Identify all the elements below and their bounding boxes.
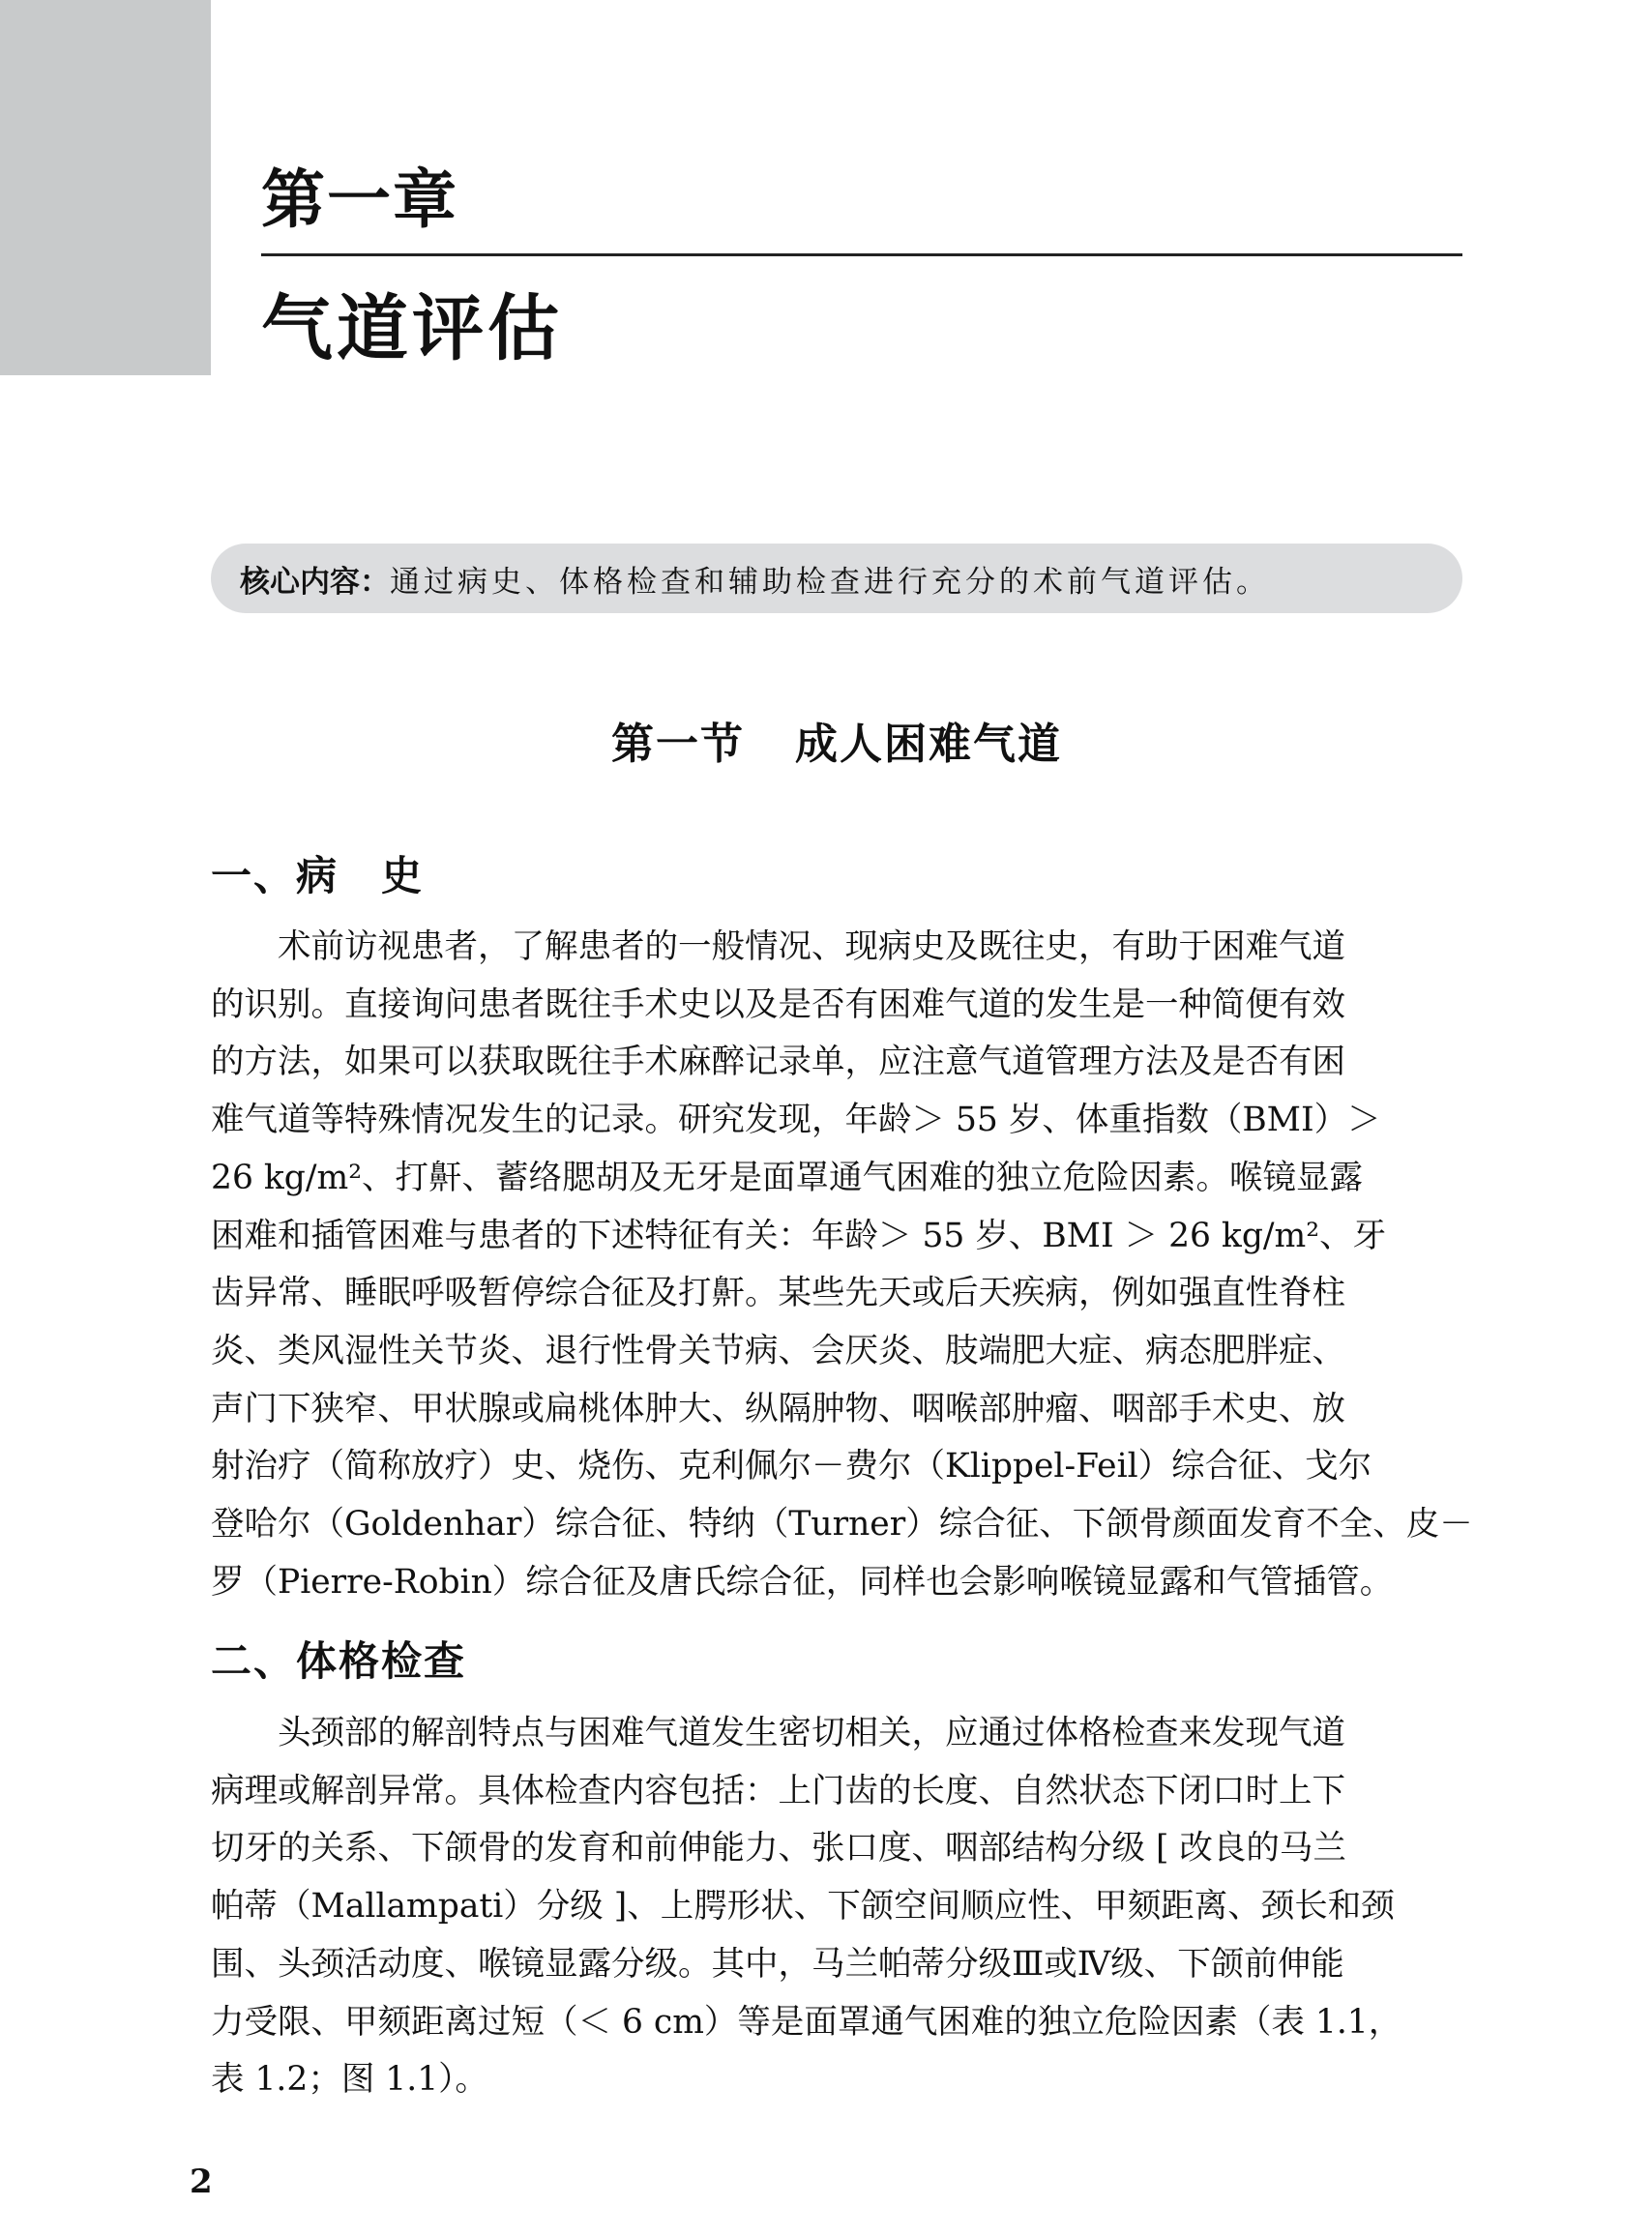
text-line: 头颈部的解剖特点与困难气道发生密切相关，应通过体格检查来发现气道 <box>211 1714 1345 1752</box>
text-line: 切牙的关系、下颌骨的发育和前伸能力、张口度、咽部结构分级 [ 改良的马兰 <box>211 1829 1346 1868</box>
corner-decoration <box>0 0 211 375</box>
text-line: 射治疗（简称放疗）史、烧伤、克利佩尔－费尔（Klippel-Feil）综合征、戈尔 <box>211 1447 1372 1486</box>
chapter-divider <box>261 253 1462 256</box>
subsection-heading-history: 一、病 史 <box>211 852 425 899</box>
text-line: 病理或解剖异常。具体检查内容包括：上门齿的长度、自然状态下闭口时上下 <box>211 1771 1345 1810</box>
text-line: 围、头颈活动度、喉镜显露分级。其中，马兰帕蒂分级Ⅲ或Ⅳ级、下颌前伸能 <box>211 1944 1344 1984</box>
paragraph-physical-exam <box>211 1705 1462 2109</box>
text-line: 帕蒂（Mallampati）分级 ]、上腭形状、下颌空间顺应性、甲颏距离、颈长和颈 <box>211 1887 1395 1927</box>
text-line: 表 1.2；图 1.1）。 <box>211 2060 488 2100</box>
text-line: 26 kg/m²、打鼾、蓄络腮胡及无牙是面罩通气困难的独立危险因素。喉镜显露 <box>211 1158 1364 1197</box>
chapter-number: 第一章 <box>261 162 458 237</box>
text-line: 力受限、甲颏距离过短（＜ 6 cm）等是面罩通气困难的独立危险因素（表 1.1， <box>211 2002 1402 2042</box>
text-line: 登哈尔（Goldenhar）综合征、特纳（Turner）综合征、下颌骨颜面发育不全、皮－ <box>211 1505 1473 1545</box>
section-name: 成人困难气道 <box>795 720 1062 769</box>
core-content-label: 核心内容： <box>240 564 390 600</box>
text-line: 罗（Pierre-Robin）综合征及唐氏综合征，同样也会影响喉镜显露和气管插管。 <box>211 1562 1394 1602</box>
text-line: 困难和插管困难与患者的下述特征有关：年龄＞ 55 岁、BMI ＞ 26 kg/m²、牙 <box>211 1216 1387 1255</box>
core-content-text: 通过病史、体格检查和辅助检查进行充分的术前气道评估。 <box>390 564 1270 600</box>
section-title <box>211 716 1462 774</box>
core-content-box <box>211 544 1462 613</box>
text-line: 的方法，如果可以获取既往手术麻醉记录单，应注意气道管理方法及是否有困 <box>211 1043 1345 1082</box>
chapter-title: 气道评估 <box>261 287 563 370</box>
page-number: 2 <box>190 2162 213 2201</box>
text-line: 齿异常、睡眠呼吸暂停综合征及打鼾。某些先天或后天疾病，例如强直性脊柱 <box>211 1274 1345 1313</box>
text-line: 炎、类风湿性关节炎、退行性骨关节病、会厌炎、肢端肥大症、病态肥胖症、 <box>211 1331 1345 1370</box>
text-line: 声门下狭窄、甲状腺或扁桃体肿大、纵隔肿物、咽喉部肿瘤、咽部手术史、放 <box>211 1389 1345 1428</box>
subsection-heading-physical-exam: 二、体格检查 <box>211 1637 467 1685</box>
text-line: 难气道等特殊情况发生的记录。研究发现，年龄＞ 55 岁、体重指数（BMI）＞ <box>211 1101 1381 1140</box>
section-number: 第一节 <box>611 720 745 769</box>
text-line: 术前访视患者，了解患者的一般情况、现病史及既往史，有助于困难气道 <box>211 927 1345 966</box>
paragraph-history <box>211 919 1473 1611</box>
text-line: 的识别。直接询问患者既往手术史以及是否有困难气道的发生是一种简便有效 <box>211 985 1345 1024</box>
